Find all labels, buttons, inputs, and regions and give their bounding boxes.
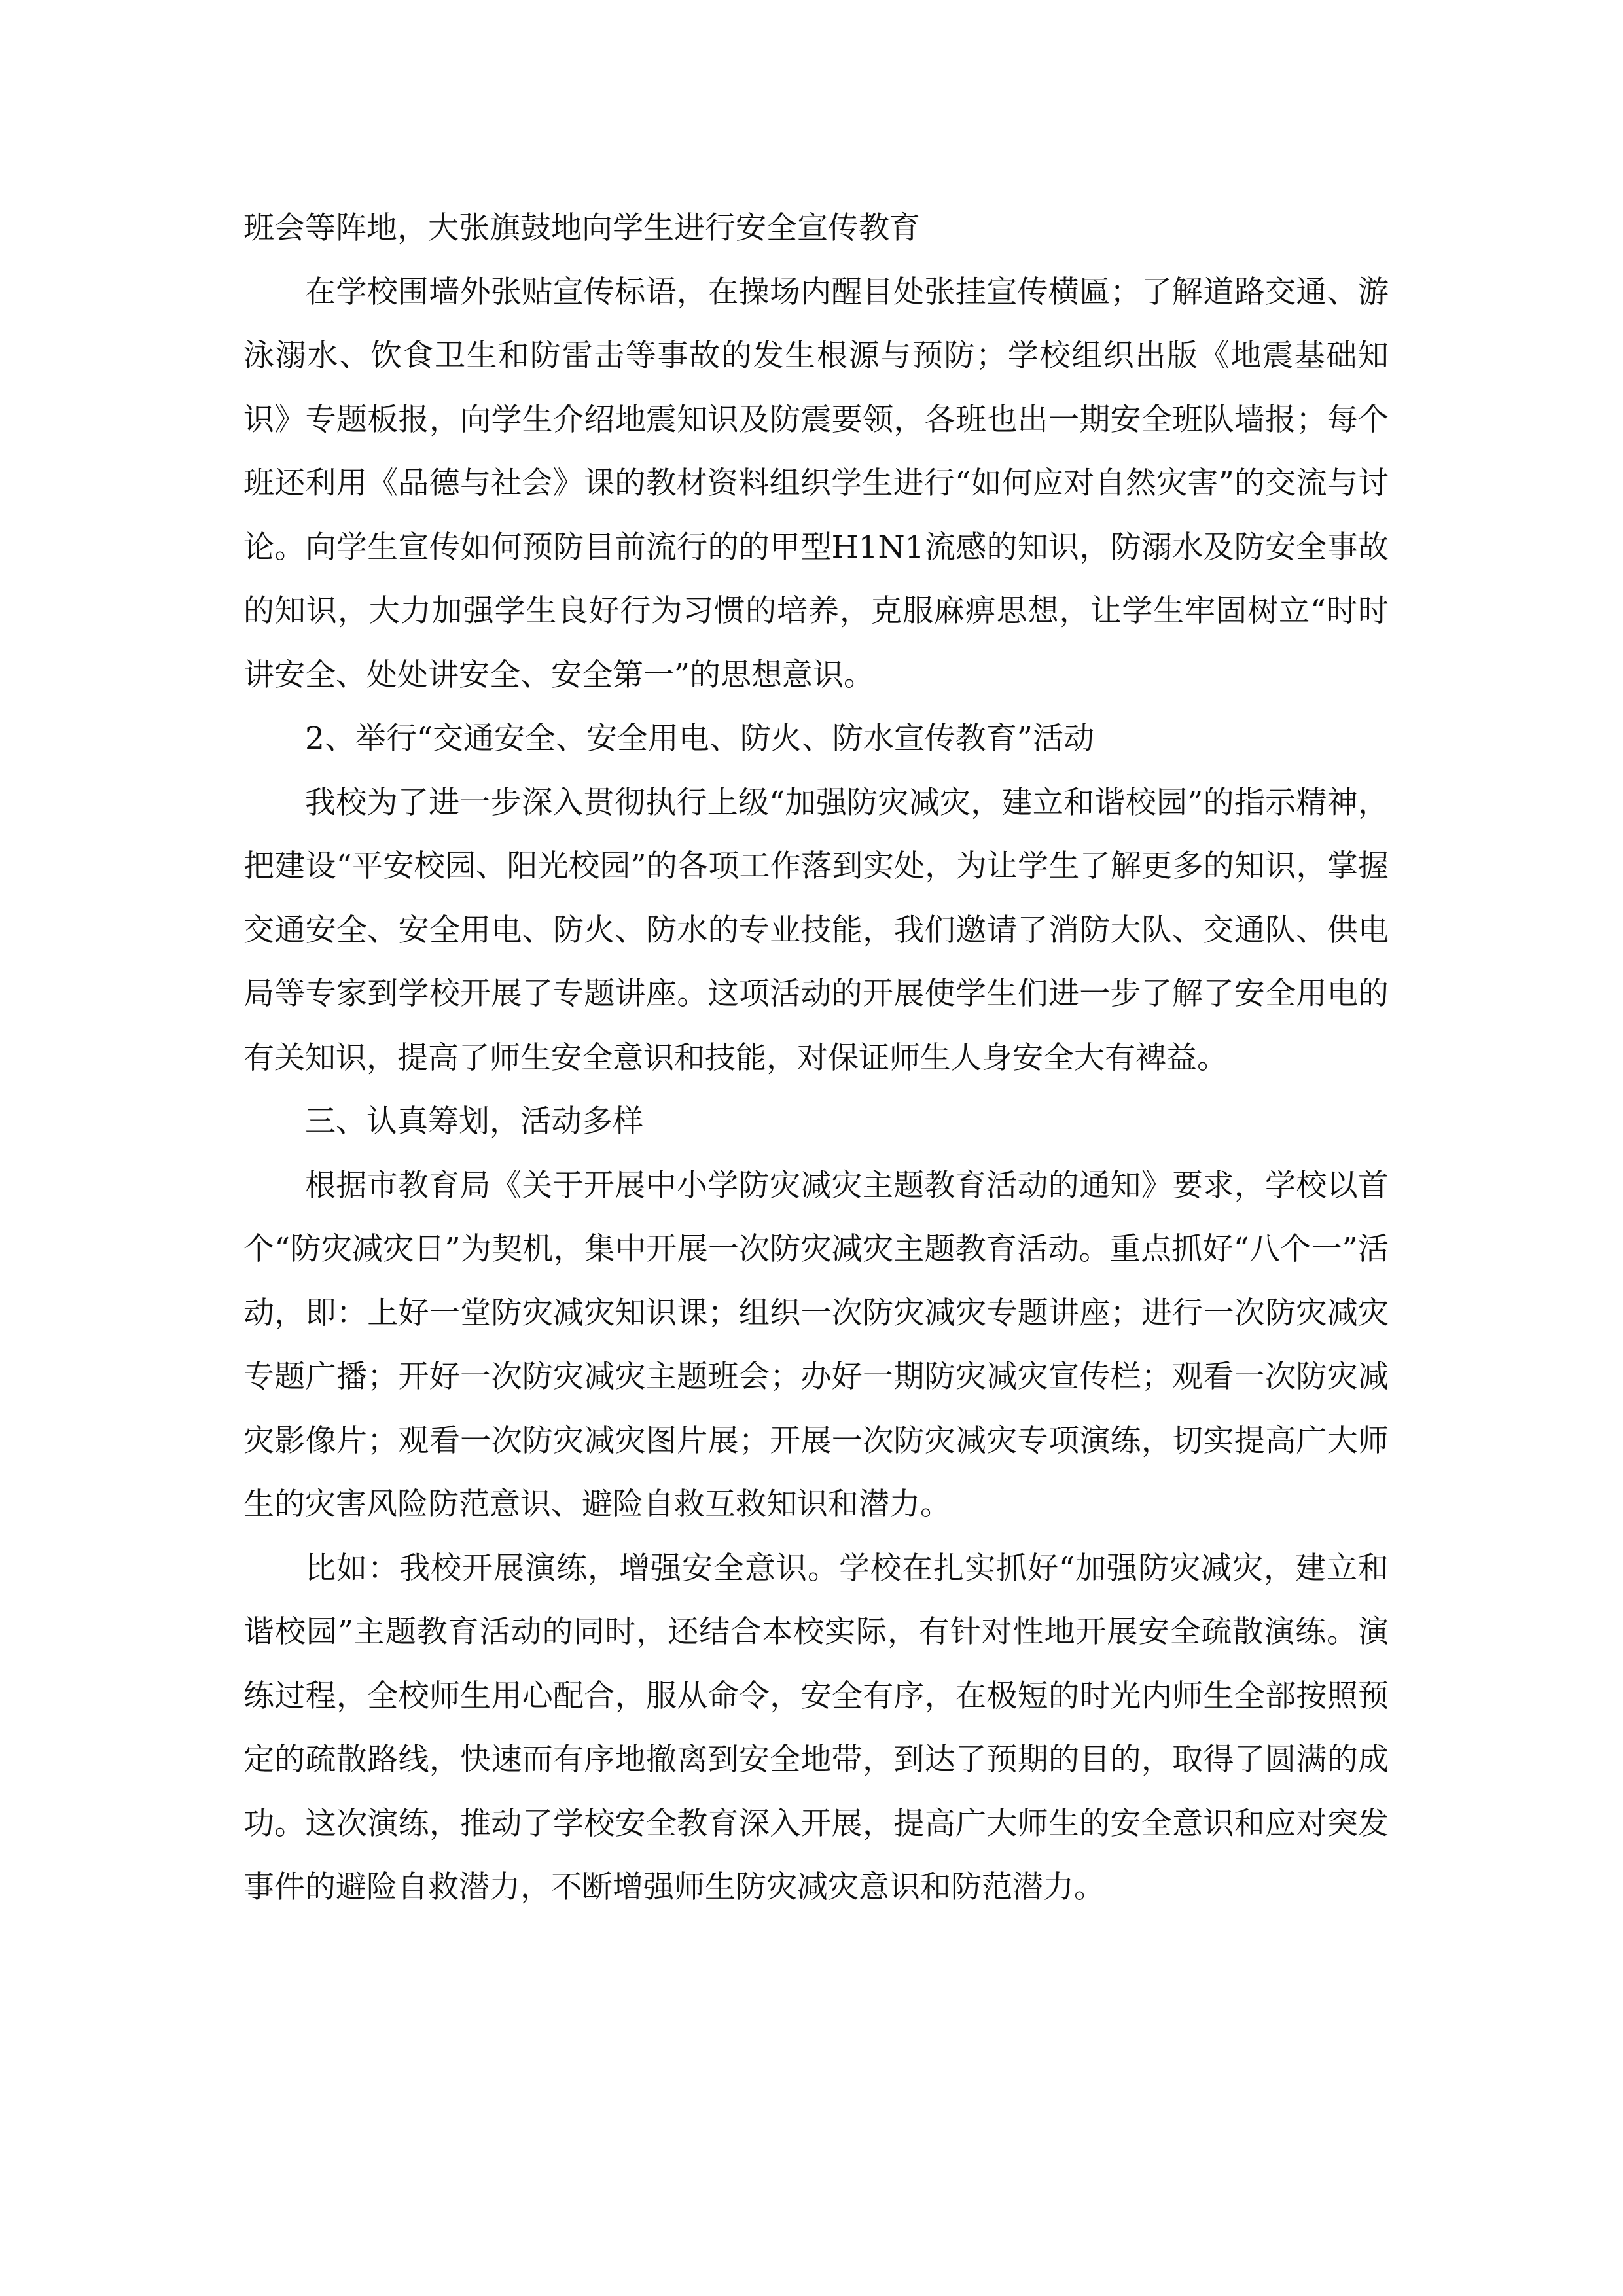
paragraph-continuation: 班会等阵地，大张旗鼓地向学生进行安全宣传教育 [243, 210, 920, 246]
document-body [243, 196, 1389, 1920]
paragraph-drill: 比如：我校开展演练，增强安全意识。学校在扎实抓好“加强防灾减灾，建立和谐校园”主题教育活动的同时，还结合本校实际，有针对性地开展安全疏散演练。演练过程，全校师生用心配合，服从命令，安全有序，在极短的时光内师生全部按照预定的疏散路线，快速而有序地撤离到安全地带，到达了预期的目的，取得了圆满的成功。这次演练，推动了学校安全教育深入开展，提高广大师生的安全意识和应对突发事件的避险自救潜力，不断增强师生防灾减灾意识和防范潜力。 [243, 1550, 1389, 1905]
paragraph-lectures: 我校为了进一步深入贯彻执行上级“加强防灾减灾，建立和谐校园”的指示精神，把建设“平安校园、阳光校园”的各项工作落到实处，为让学生了解更多的知识，掌握交通安全、安全用电、防火、防水的专业技能，我们邀请了消防大队、交通队、供电局等专家到学校开展了专题讲座。这项活动的开展使学生们进一步了解了安全用电的有关知识，提高了师生安全意识和技能，对保证师生人身安全大有裨益。 [243, 784, 1389, 1076]
section-heading-3: 三、认真筹划，活动多样 [305, 1103, 643, 1139]
paragraph-publicity: 在学校围墙外张贴宣传标语，在操场内醒目处张挂宣传横匾；了解道路交通、游泳溺水、饮食卫生和防雷击等事故的发生根源与预防；学校组织出版《地震基础知识》专题板报，向学生介绍地震知识及防震要领，各班也出一期安全班队墙报；每个班还利用《品德与社会》课的教材资料组织学生进行“如何应对自然灾害”的交流与讨论。向学生宣传如何预防目前流行的的甲型H1N1流感的知识，防溺水及防安全事故的知识，大力加强学生良好行为习惯的培养，克服麻痹思想，让学生牢固树立“时时讲安全、处处讲安全、安全第一”的思想意识。 [243, 274, 1389, 693]
section-heading-2: 2、举行“交通安全、安全用电、防火、防水宣传教育”活动 [305, 721, 1094, 757]
paragraph-activities: 根据市教育局《关于开展中小学防灾减灾主题教育活动的通知》要求，学校以首个“防灾减灾日”为契机，集中开展一次防灾减灾主题教育活动。重点抓好“八个一”活动，即：上好一堂防灾减灾知识课；组织一次防灾减灾专题讲座；进行一次防灾减灾专题广播；开好一次防灾减灾主题班会；办好一期防灾减灾宣传栏；观看一次防灾减灾影像片；观看一次防灾减灾图片展；开展一次防灾减灾专项演练，切实提高广大师生的灾害风险防范意识、避险自救互救知识和潜力。 [243, 1167, 1389, 1522]
